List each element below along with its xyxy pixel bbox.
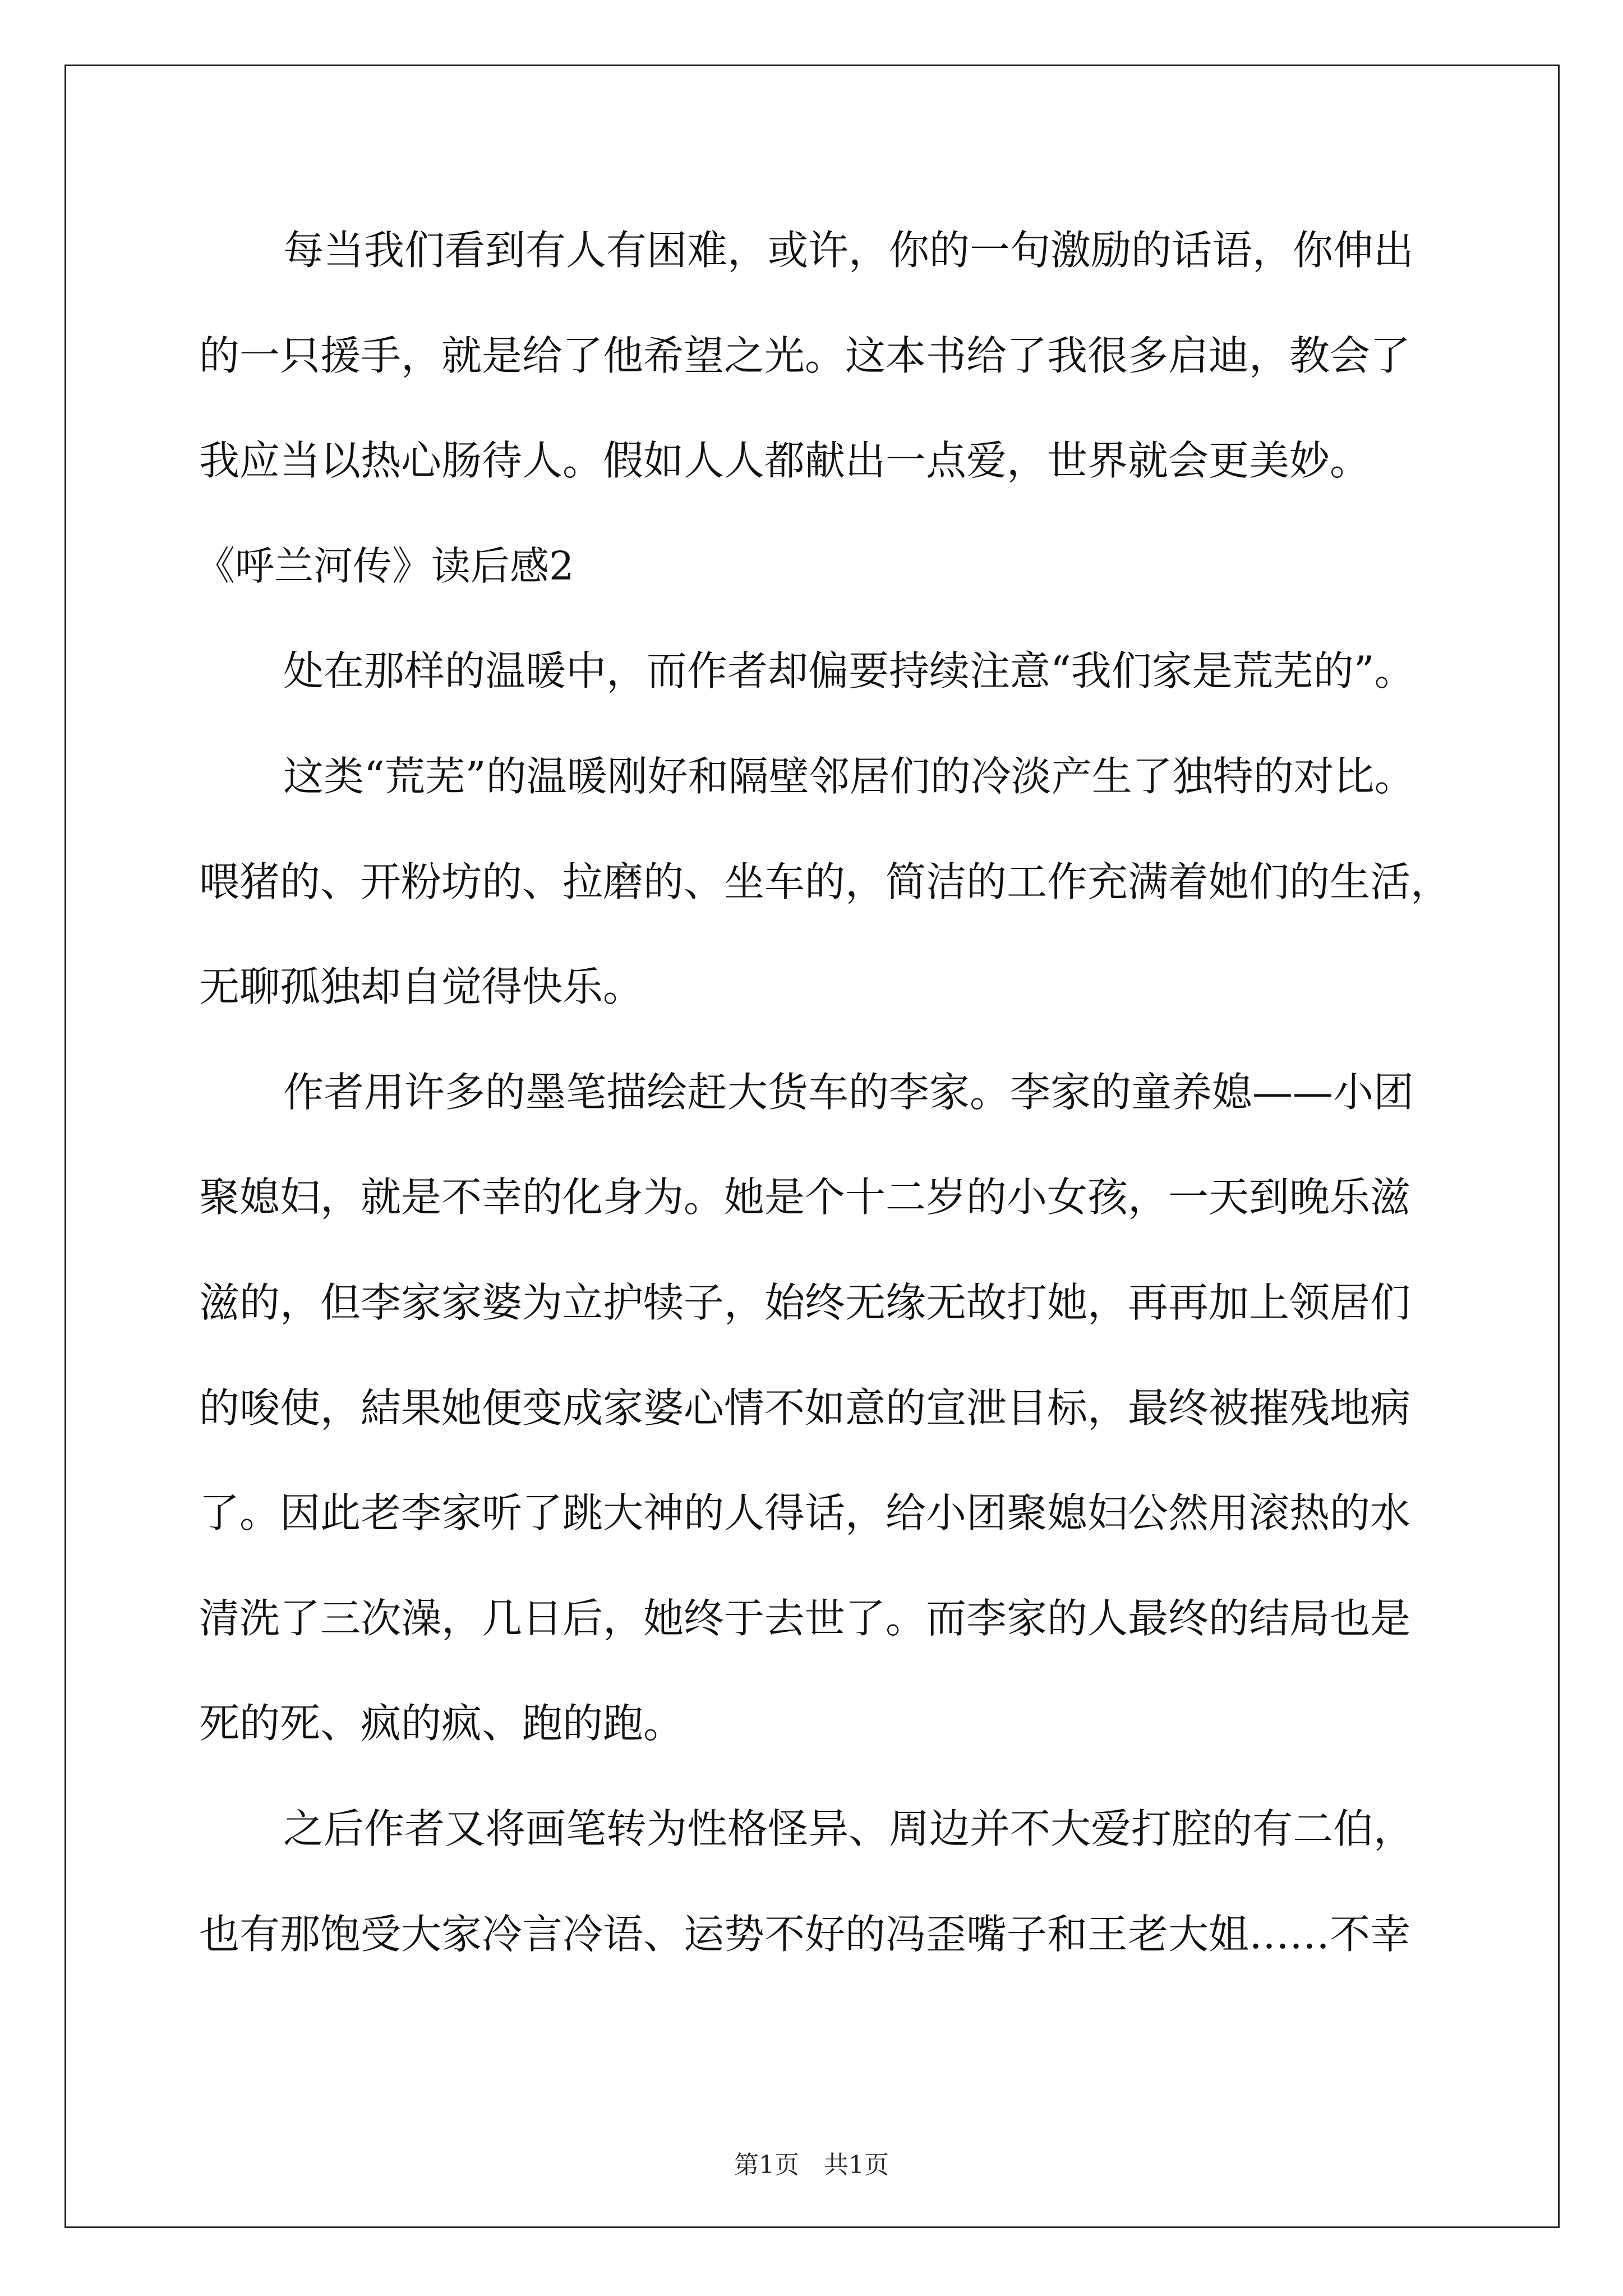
paragraph-line: 聚媳妇，就是不幸的化身为。她是个十二岁的小女孩，一天到晚乐滋 <box>199 1174 1411 1221</box>
paragraph-line: 无聊孤独却自觉得快乐。 <box>199 963 644 1011</box>
paragraph-line: 了。因此老李家听了跳大神的人得话，给小团聚媳妇公然用滚热的水 <box>199 1489 1411 1537</box>
paragraph-line: 处在那样的温暖中，而作者却偏要持续注意“我们家是荒芜的”。 <box>283 647 1415 695</box>
paragraph-line: 死的死、疯的疯、跑的跑。 <box>199 1700 684 1747</box>
paragraph-line: 我应当以热心肠待人。假如人人都献出一点爱，世界就会更美妙。 <box>199 437 1371 485</box>
document-body <box>196 224 1451 2013</box>
paragraph-line: 滋的，但李家家婆为立护犊子，始终无缘无故打她，再再加上领居们 <box>199 1278 1411 1326</box>
paragraph-line: 的一只援手，就是给了他希望之光。这本书给了我很多启迪，教会了 <box>199 332 1411 379</box>
paragraph-line: 清洗了三次澡，几日后，她终于去世了。而李家的人最终的结局也是 <box>199 1594 1411 1642</box>
paragraph-line: 这类“荒芜”的温暖刚好和隔壁邻居们的冷淡产生了独特的对比。 <box>283 752 1415 800</box>
paragraph-line: 也有那饱受大家冷言冷语、运势不好的冯歪嘴子和王老大姐……不幸 <box>199 1910 1411 1958</box>
paragraph-line: 之后作者又将画笔转为性格怪异、周边并不大爱打腔的有二伯， <box>283 1805 1414 1852</box>
paragraph-line: 作者用许多的墨笔描绘赶大货车的李家。李家的童养媳——小团 <box>283 1068 1414 1116</box>
paragraph-line: 喂猪的、开粉坊的、拉磨的、坐车的，简洁的工作充满着她们的生活， <box>199 858 1451 905</box>
paragraph-line: 每当我们看到有人有困难，或许，你的一句激励的话语，你伸出 <box>283 227 1414 274</box>
section-heading: 《呼兰河传》读后感2 <box>196 542 574 589</box>
page-number-footer: 第1页 共1页 <box>734 2151 889 2179</box>
paragraph-line: 的唆使，結果她便变成家婆心情不如意的宣泄目标，最终被摧残地病 <box>199 1384 1411 1432</box>
